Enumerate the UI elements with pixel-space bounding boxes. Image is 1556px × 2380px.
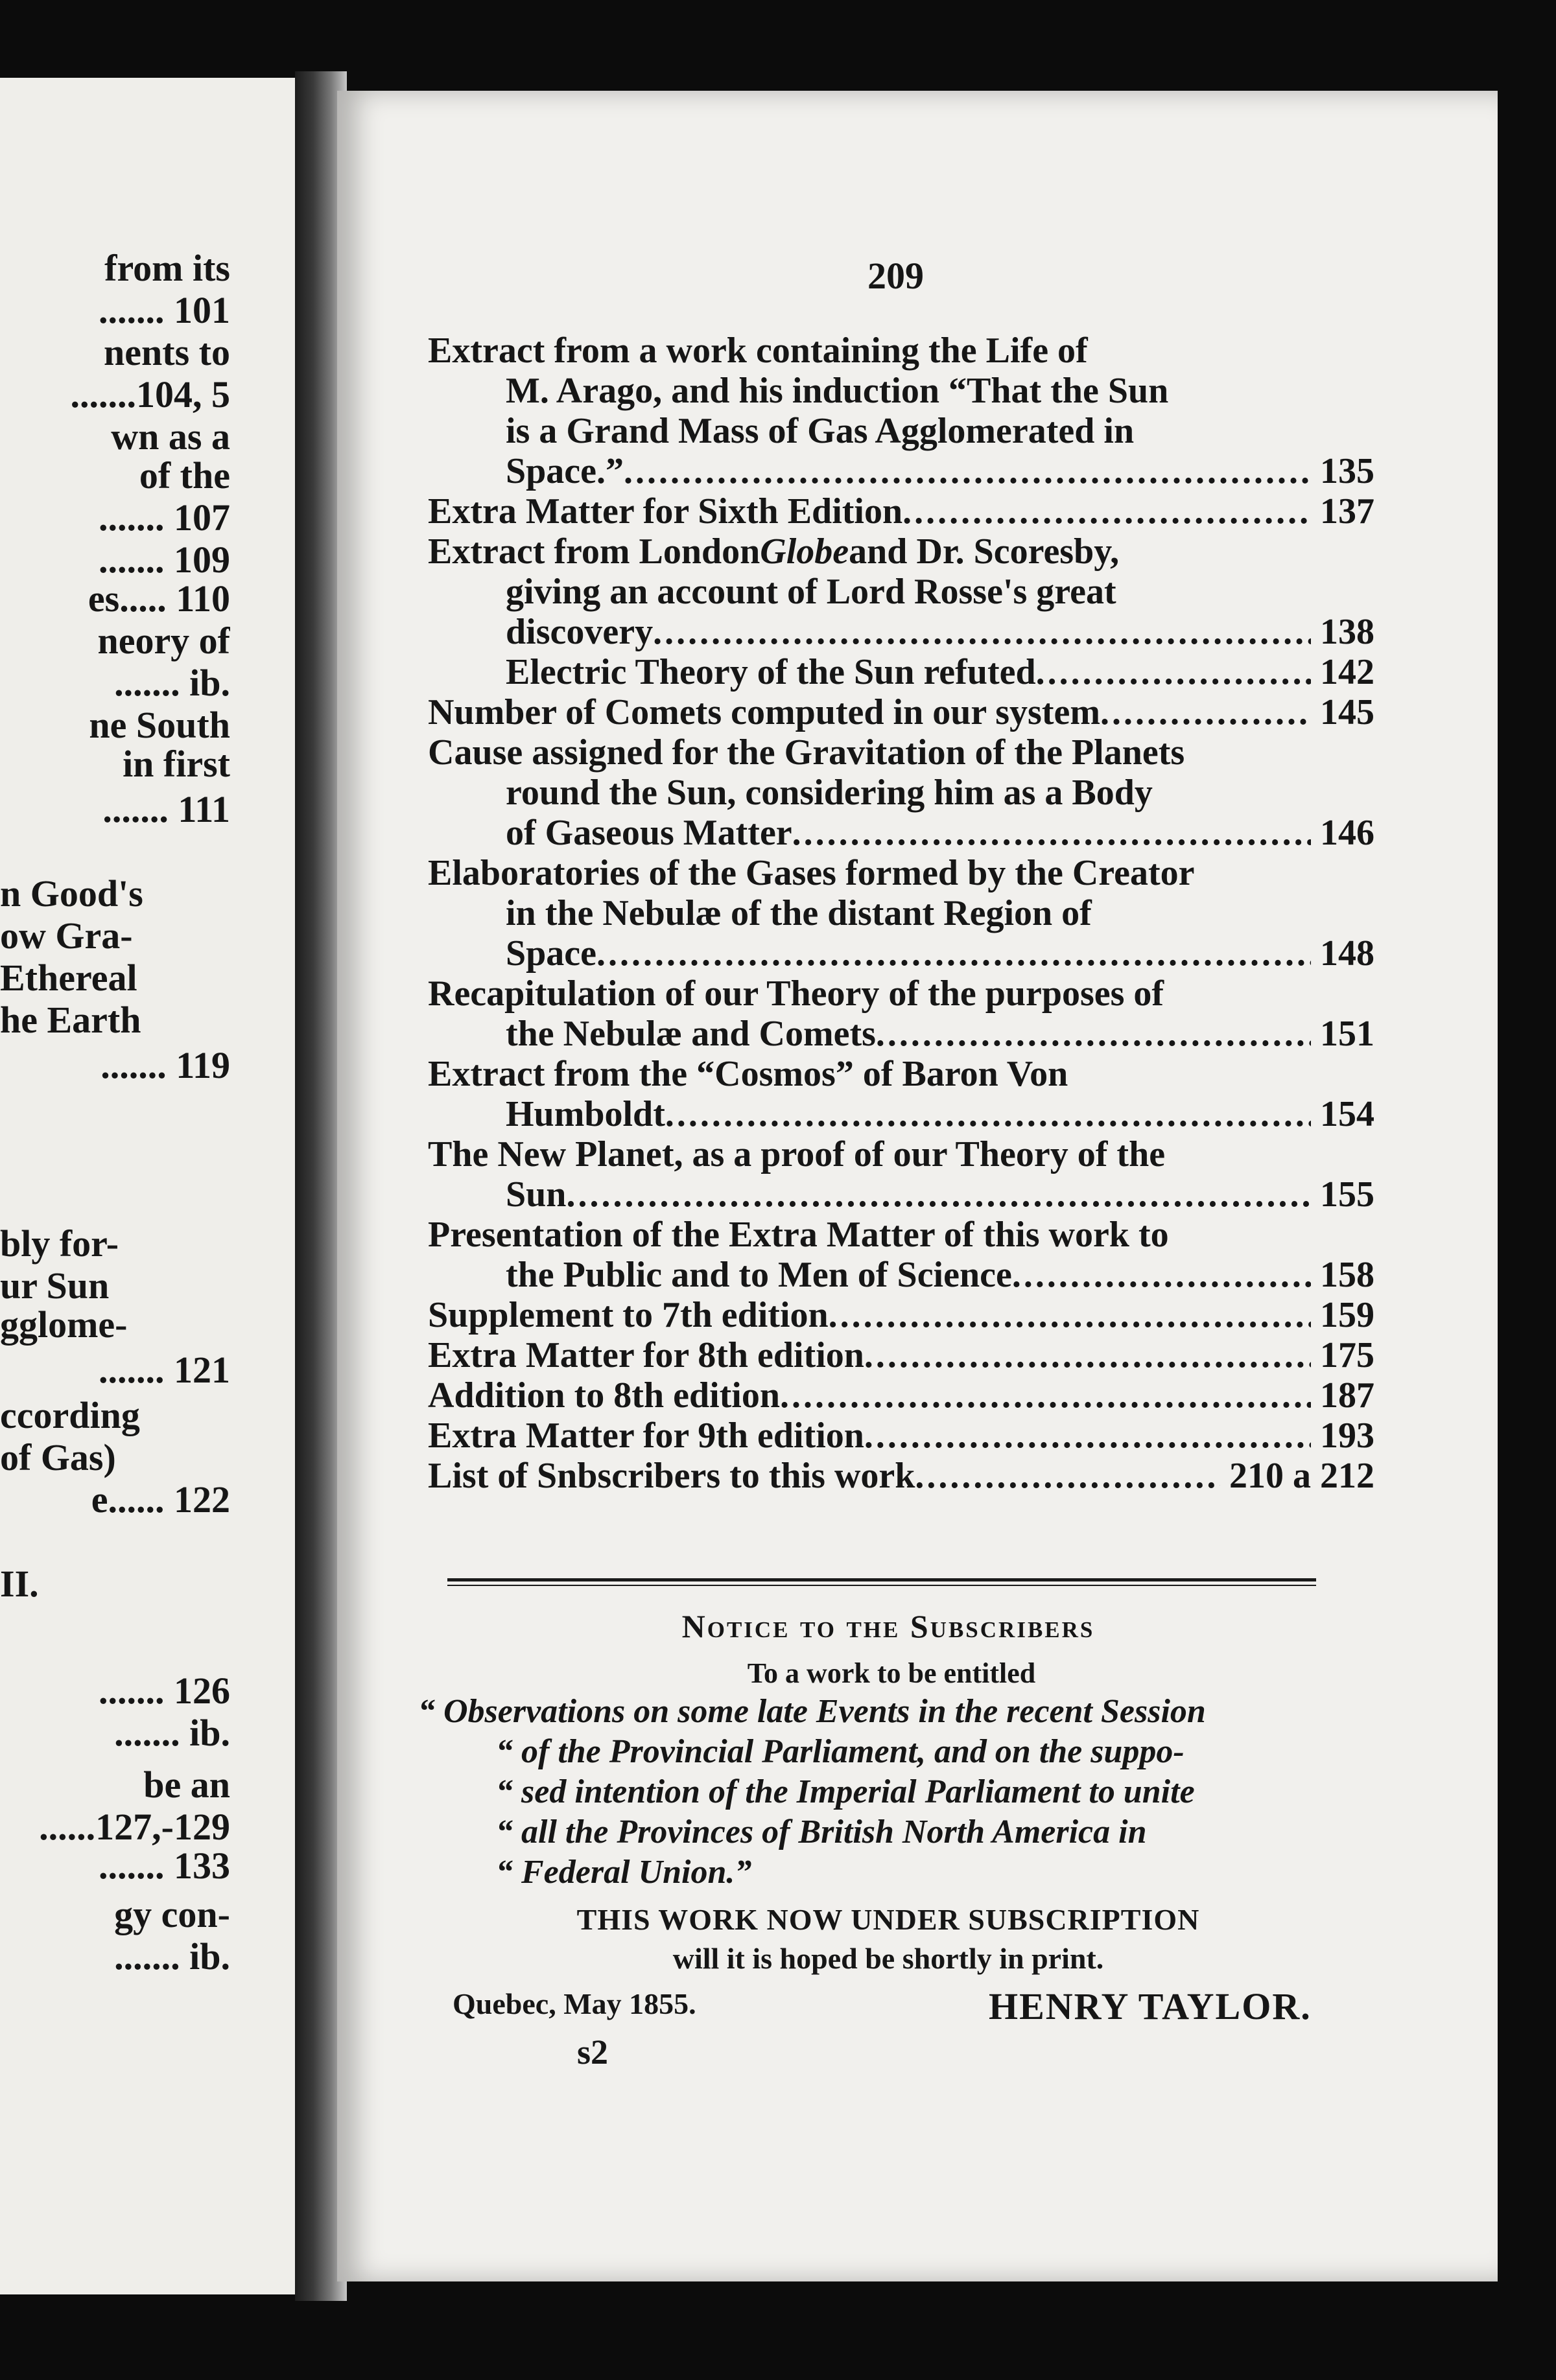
left-page-line: ....... 101 <box>99 289 230 331</box>
left-page-line: ow Gra- <box>0 915 133 957</box>
left-page-line: neory of <box>97 620 230 662</box>
left-page-line: of the <box>139 454 230 496</box>
left-page-line: nents to <box>104 331 230 373</box>
left-page-line: ccording <box>0 1394 140 1436</box>
toc-entry-title: Extra Matter for 9th edition <box>428 1416 864 1456</box>
subscription-note: THIS WORK NOW UNDER SUBSCRIPTION <box>576 1903 1200 1936</box>
dot-leader <box>596 933 1311 974</box>
left-page-line: gy con- <box>114 1893 230 1935</box>
left-page-line: in first <box>123 743 230 785</box>
left-page-line: ....... 119 <box>100 1044 230 1086</box>
left-page-line: ......127,-129 <box>39 1806 230 1848</box>
toc-entry <box>428 652 1374 692</box>
toc-entry-text: Elaboratories of the Gases formed by the Creator <box>428 853 1195 893</box>
toc-entry-text: Extract from the “Cosmos” of Baron Von <box>428 1054 1068 1094</box>
toc-entry-text: Presentation of the Extra Matter of this work to <box>428 1215 1169 1255</box>
left-page-line: ....... ib. <box>114 662 230 704</box>
dot-leader <box>876 1014 1311 1054</box>
toc-page-number: 155 <box>1320 1174 1374 1215</box>
left-page-line: ....... ib. <box>114 1935 230 1978</box>
toc-entry <box>428 1375 1374 1416</box>
toc-entry <box>428 491 1374 531</box>
dot-leader <box>665 1094 1311 1134</box>
dot-leader <box>792 813 1311 853</box>
toc-page-number: 154 <box>1320 1094 1374 1134</box>
dot-leader <box>1012 1255 1311 1295</box>
toc-entry <box>428 1335 1374 1375</box>
table-of-contents <box>428 331 1374 1496</box>
divider-rule <box>447 1578 1316 1581</box>
print-note: will it is hoped be shortly in print. <box>672 1942 1104 1975</box>
toc-entry <box>428 1295 1374 1335</box>
toc-entry-title: List of Snbscribers to this work <box>428 1456 915 1496</box>
left-page-line: ....... ib. <box>114 1712 230 1754</box>
left-page-line: bly for- <box>0 1222 119 1265</box>
toc-entry <box>428 531 1374 652</box>
toc-entry <box>428 1456 1374 1496</box>
toc-page-number: 159 <box>1320 1295 1374 1335</box>
toc-entry-title: the Nebulæ and Comets <box>506 1014 876 1054</box>
dot-leader <box>864 1335 1311 1375</box>
dot-leader <box>653 612 1311 652</box>
toc-entry <box>428 853 1374 974</box>
left-page-line: ....... 107 <box>99 496 230 539</box>
toc-entry-text: Cause assigned for the Gravitation of the Planets <box>428 732 1185 773</box>
toc-entry-text: M. Arago, and his induction “That the Sun <box>506 371 1169 411</box>
toc-entry-title: Extra Matter for 8th edition <box>428 1335 864 1375</box>
toc-entry-title: discovery <box>506 612 654 652</box>
toc-entry-title: Supplement to 7th edition <box>428 1295 829 1335</box>
toc-page-number: 175 <box>1320 1335 1374 1375</box>
toc-entry <box>428 1416 1374 1456</box>
left-page-line: of Gas) <box>0 1436 116 1478</box>
signature-mark: s2 <box>577 2033 609 2071</box>
toc-entry-title: the Public and to Men of Science <box>506 1255 1012 1295</box>
toc-page-number: 135 <box>1320 451 1374 491</box>
quote-line: “ of the Provincial Parliament, and on the suppo- <box>496 1733 1185 1770</box>
toc-page-number: 145 <box>1320 692 1374 732</box>
toc-entry <box>428 331 1374 491</box>
left-page-line: ne South <box>89 704 230 746</box>
left-page-line: ....... 133 <box>99 1845 230 1887</box>
left-page-line: from its <box>104 247 230 289</box>
quote-line: “ Observations on some late Events in the recent Session <box>418 1693 1206 1730</box>
left-page-line: wn as a <box>111 415 230 458</box>
toc-entry-text: Extract from a work containing the Life of <box>428 331 1088 371</box>
toc-entry-text: giving an account of Lord Rosse's great <box>506 572 1116 612</box>
left-page-line: Ethereal <box>0 957 137 999</box>
toc-entry-title: of Gaseous Matter <box>506 813 792 853</box>
dot-leader <box>780 1375 1311 1416</box>
dot-leader <box>624 451 1311 491</box>
toc-entry <box>428 1054 1374 1134</box>
toc-entry-title: Humboldt <box>506 1094 665 1134</box>
toc-page-number: 137 <box>1320 491 1374 531</box>
left-page-line: ur Sun <box>0 1265 110 1307</box>
toc-page-number: 146 <box>1320 813 1374 853</box>
page-number: 209 <box>867 255 924 297</box>
author-name: HENRY TAYLOR. <box>989 1985 1312 2027</box>
toc-page-number: 138 <box>1320 612 1374 652</box>
toc-page-number: 158 <box>1320 1255 1374 1295</box>
left-page-line: n Good's <box>0 872 143 915</box>
toc-entry-text: Extract from London Globe and Dr. Scoresby, <box>428 531 1120 572</box>
dot-leader <box>1036 652 1311 692</box>
toc-entry-text: is a Grand Mass of Gas Agglomerated in <box>506 411 1135 451</box>
toc-entry <box>428 732 1374 853</box>
notice-title: Notice to the Subscribers <box>681 1608 1095 1644</box>
toc-page-number: 193 <box>1320 1416 1374 1456</box>
left-page-line: he Earth <box>0 999 141 1041</box>
toc-entry-title: Addition to 8th edition <box>428 1375 780 1416</box>
toc-entry <box>428 974 1374 1054</box>
toc-entry-text: in the Nebulæ of the distant Region of <box>506 893 1092 933</box>
toc-page-number: 210 a 212 <box>1229 1456 1374 1496</box>
toc-entry-title: Extra Matter for Sixth Edition <box>428 491 903 531</box>
left-page-line: gglome- <box>0 1303 128 1346</box>
notice-quote <box>418 1692 1371 1893</box>
left-page-line: ....... 121 <box>99 1349 230 1391</box>
divider-rule-thin <box>447 1585 1316 1586</box>
place-date: Quebec, May 1855. <box>453 1987 696 2020</box>
toc-entry <box>428 1215 1374 1295</box>
toc-entry-title: Sun <box>506 1174 567 1215</box>
quote-line: “ all the Provinces of British North America in <box>496 1814 1147 1850</box>
toc-entry-text: The New Planet, as a proof of our Theory of the <box>428 1134 1166 1174</box>
dot-leader <box>1100 692 1311 732</box>
left-page-line: ....... 111 <box>102 788 230 830</box>
left-page-line: .......104, 5 <box>70 373 230 415</box>
dot-leader <box>829 1295 1311 1335</box>
left-page-line: be an <box>143 1764 230 1806</box>
left-page-line: ....... 109 <box>99 539 230 581</box>
toc-page-number: 142 <box>1320 652 1374 692</box>
notice-subtitle: To a work to be entitled <box>747 1657 1036 1689</box>
toc-entry-title: Number of Comets computed in our system <box>428 692 1100 732</box>
toc-entry-text: Recapitulation of our Theory of the purposes of <box>428 974 1164 1014</box>
toc-entry-title: Space <box>506 933 596 974</box>
dot-leader <box>902 491 1311 531</box>
left-page-line: es..... 110 <box>88 578 230 620</box>
toc-entry-text: round the Sun, considering him as a Body <box>506 773 1153 813</box>
left-page-line: ....... 126 <box>99 1670 230 1712</box>
toc-page-number: 148 <box>1320 933 1374 974</box>
toc-entry-title: Space.” <box>506 451 624 491</box>
toc-entry <box>428 1134 1374 1215</box>
quote-line: “ sed intention of the Imperial Parliament to unite <box>496 1773 1195 1810</box>
quote-line: “ Federal Union.” <box>496 1854 752 1891</box>
left-page-line: e...... 122 <box>91 1478 230 1521</box>
toc-page-number: 151 <box>1320 1014 1374 1054</box>
toc-entry <box>428 692 1374 732</box>
left-page-line: II. <box>0 1563 39 1605</box>
dot-leader <box>566 1174 1311 1215</box>
dot-leader <box>915 1456 1220 1496</box>
toc-page-number: 187 <box>1320 1375 1374 1416</box>
toc-entry-title: Electric Theory of the Sun refuted <box>506 652 1036 692</box>
dot-leader <box>864 1416 1311 1456</box>
